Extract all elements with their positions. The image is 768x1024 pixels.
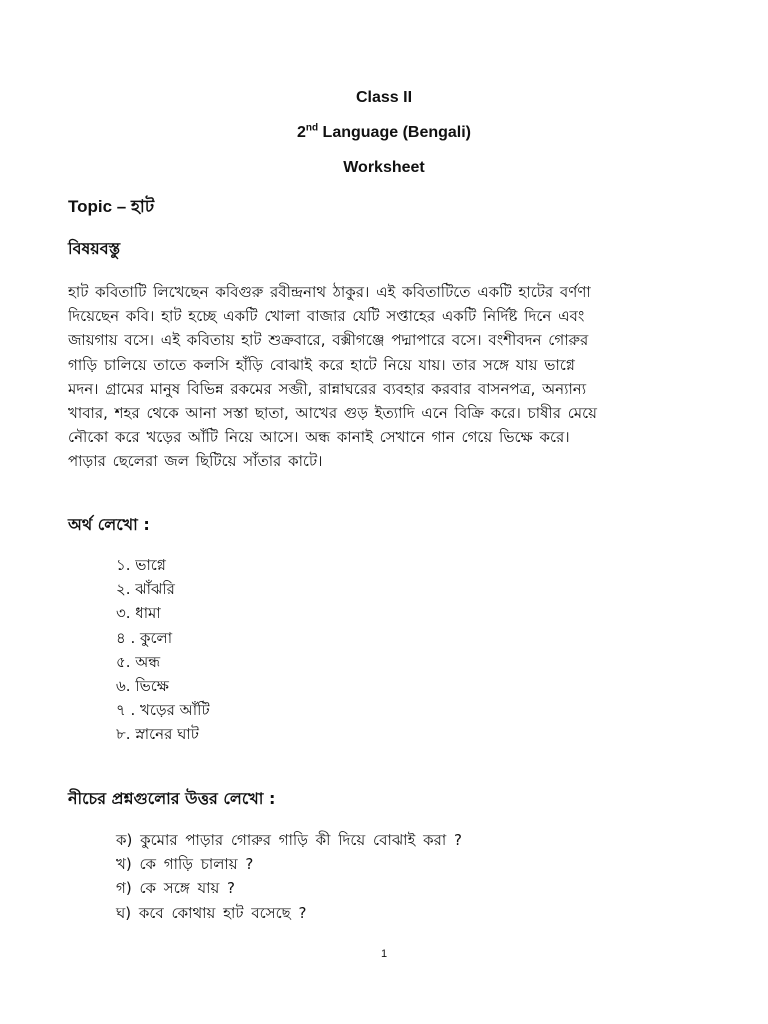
paragraph-line: খাবার, শহর থেকে আনা সস্তা ছাতা, আখের গুড় ইত্যাদি এনে বিক্রি করে। চাষীর মেয়ে [68, 404, 597, 423]
vocabulary-item: ৪ . কুলো [116, 628, 173, 647]
vocabulary-item: ২. ঝাঁঝরি [116, 580, 175, 599]
questions-heading: নীচের প্রশ্নগুলোর উত্তর লেখো : [68, 789, 276, 808]
question-item: খ) কে গাড়ি চালায় ? [116, 855, 254, 874]
topic-value: হাট [130, 197, 155, 217]
vocabulary-item: ৫. অন্ধ [116, 652, 161, 671]
language-prefix: 2 [296, 124, 306, 141]
vocabulary-list [116, 553, 210, 747]
worksheet-title: Worksheet [343, 159, 425, 176]
vocabulary-item: ৮. স্নানের ঘাট [116, 725, 199, 744]
paragraph-line: হাট কবিতাটি লিখেছেন কবিগুরু রবীন্দ্রনাথ ঠাকুর। এই কবিতাটিতে একটি হাটের বর্ণণা [68, 283, 591, 301]
vocabulary-item: ৩. ধামা [116, 604, 161, 623]
question-item: গ) কে সঙ্গে যায় ? [116, 879, 236, 898]
vocabulary-item: ৭ . খড়ের আঁটি [116, 701, 210, 720]
page-number: 1 [380, 948, 388, 960]
vocabulary-item: ১. ভাগ্নে [116, 556, 166, 574]
paragraph-line: পাড়ার ছেলেরা জল ছিটিয়ে সাঁতার কাটে। [68, 452, 323, 471]
class-title: Class II [355, 89, 413, 106]
topic-line [68, 194, 154, 222]
topic-label: Topic – [68, 197, 131, 216]
content-heading: বিষয়বস্তু [68, 239, 121, 258]
questions-list [116, 828, 462, 925]
language-title [0, 124, 768, 142]
paragraph-line: নৌকো করে খড়ের আঁটি নিয়ে আসে। অন্ধ কানাই সেখানে গান গেয়ে ভিক্ষে করে। [68, 428, 570, 447]
paragraph-line: দিয়েছেন কবি। হাট হচ্ছে একটি খোলা বাজার যেটি সপ্তাহের একটি নির্দিষ্ট দিনে এবং [68, 307, 585, 326]
vocabulary-item: ৬. ভিক্ষে [116, 676, 169, 695]
meaning-heading: অর্থ লেখো : [68, 515, 150, 534]
question-item: ক) কুমোর পাড়ার গোরুর গাড়ি কী দিয়ে বোঝাই করা ? [116, 831, 462, 849]
language-superscript: nd [305, 122, 319, 134]
paragraph-line: মদন। গ্রামের মানুষ বিভিন্ন রকমের সব্জী, রান্নাঘরের ব্যবহার করবার বাসনপত্র, অন্যান্য [68, 379, 587, 398]
content-paragraph [68, 280, 696, 474]
question-item: ঘ) কবে কোথায় হাট বসেছে ? [116, 903, 307, 922]
language-rest: Language (Bengali) [318, 124, 472, 141]
paragraph-line: জায়গায় বসে। এই কবিতায় হাট শুক্রবারে, বক্সীগঞ্জে পদ্মাপারে বসে। বংশীবদন গোরুর [68, 331, 589, 350]
paragraph-line: গাড়ি চালিয়ে তাতে কলসি হাঁড়ি বোঝাই করে হাটে নিয়ে যায়। তার সঙ্গে যায় ভাগ্নে [68, 355, 575, 374]
